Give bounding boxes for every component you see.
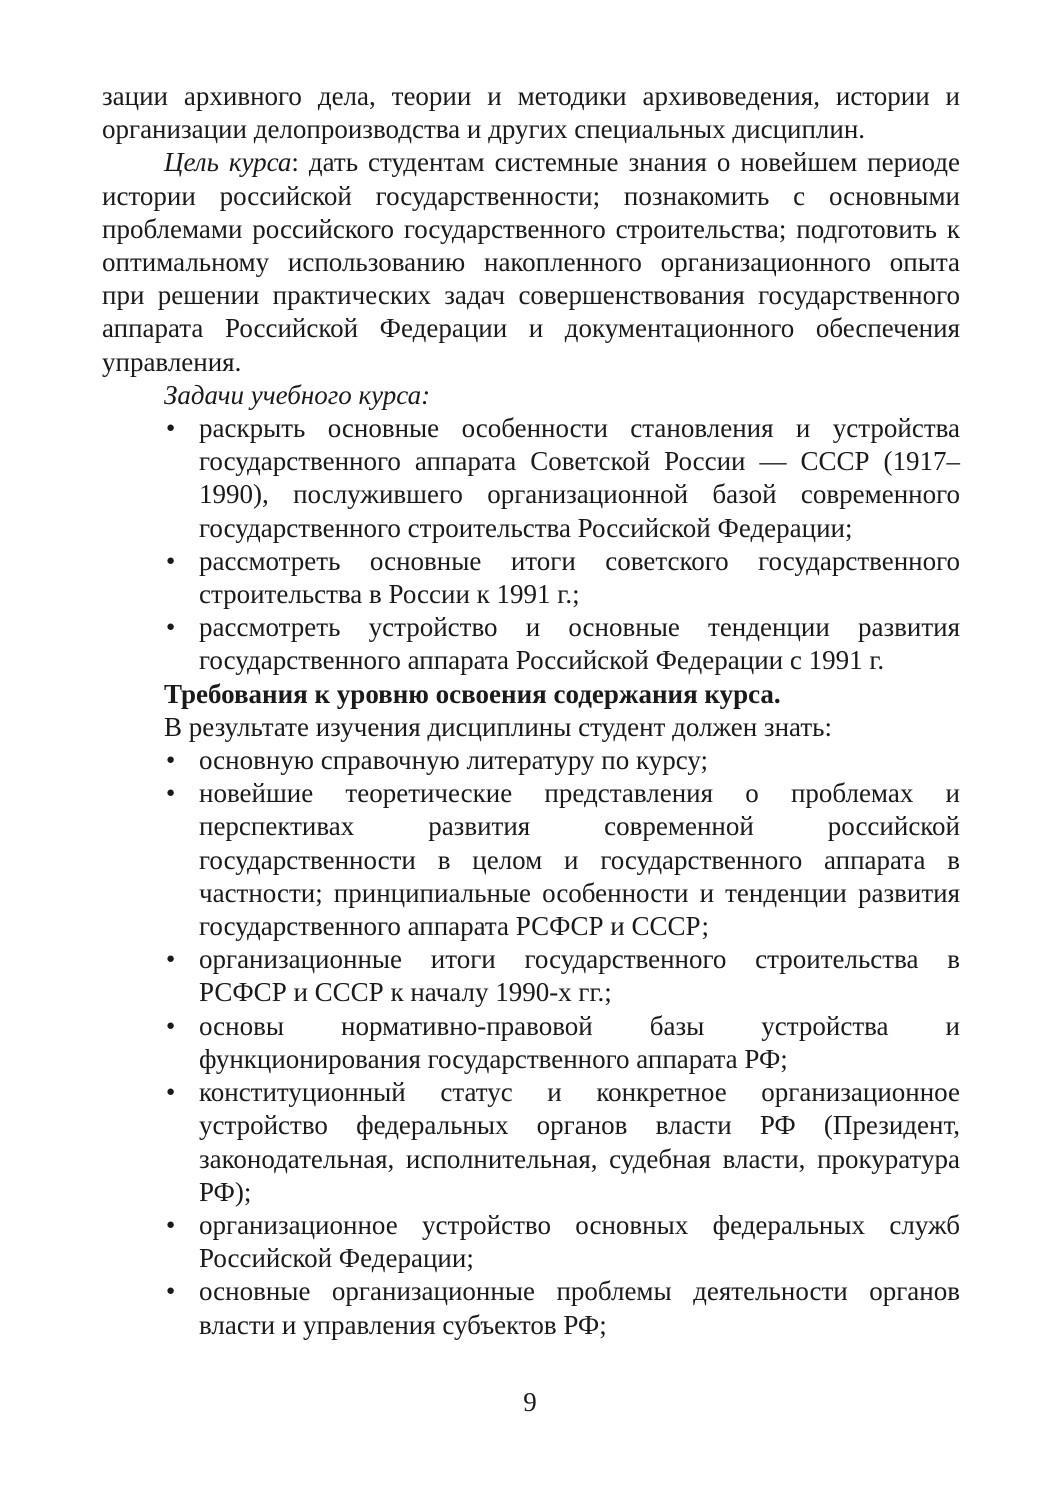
goal-paragraph — [102, 146, 960, 378]
requirements-list — [102, 744, 960, 1342]
tasks-title: Задачи учебного курса: — [164, 379, 431, 410]
list-item: ● рассмотреть основные итоги советского государственного строительства в России к 1991 г.; — [199, 545, 960, 611]
list-item: ● основную справочную литературу по курсу; — [199, 744, 960, 777]
list-item: ● новейшие теоретические представления о проблемах и перспективах развития современной российской государственности в целом и государственного аппарата в частности; принципиальные особенности и тенденции развития государственного аппарата РСФСР и СССР; — [199, 777, 960, 943]
list-item: ● организационное устройство основных федеральных служб Российской Федерации; — [199, 1209, 960, 1275]
list-item: ● конституционный статус и конкретное организационное устройство федеральных органов власти РФ (Президент, законодательная, исполнительная, судебная власти, прокуратура РФ); — [199, 1076, 960, 1209]
page-number: 9 — [523, 1387, 537, 1417]
list-item: ● основы нормативно-правовой базы устройства и функционирования государственного аппарата РФ; — [199, 1010, 960, 1076]
list-item: ● рассмотреть устройство и основные тенденции развития государственного аппарата Российской Федерации с 1991 г. — [199, 611, 960, 677]
intro-paragraph: зации архивного дела, теории и методики архивоведения, истории и организации делопроизводства и других специальных дисциплин. — [102, 81, 960, 145]
page-body — [102, 80, 960, 1342]
requirements-heading: Требования к уровню освоения содержания курса. — [164, 678, 781, 709]
requirements-lead: В результате изучения дисциплины студент должен знать: — [164, 711, 832, 742]
list-item: ● основные организационные проблемы деятельности органов власти и управления субъектов РФ; — [199, 1275, 960, 1341]
goal-text: : дать студентам системные знания о новейшем периоде истории российской государственности; познакомить с основными проблемами российского государственного строительства; подготовить к оптимальному использованию накопленного организационного опыта при решении практических задач совершенствования государственного аппарата Российской Федерации и документационного обеспечения управления. — [102, 147, 960, 377]
list-item: ● организационные итоги государственного строительства в РСФСР и СССР к началу 1990-х гг.; — [199, 943, 960, 1009]
list-item: ● раскрыть основные особенности становления и устройства государственного аппарата Советской России — СССР (1917–1990), послужившего организационной базой современного государственного строительства Российской Федерации; — [199, 412, 960, 545]
tasks-list — [102, 412, 960, 678]
goal-label: Цель курса — [164, 147, 292, 178]
